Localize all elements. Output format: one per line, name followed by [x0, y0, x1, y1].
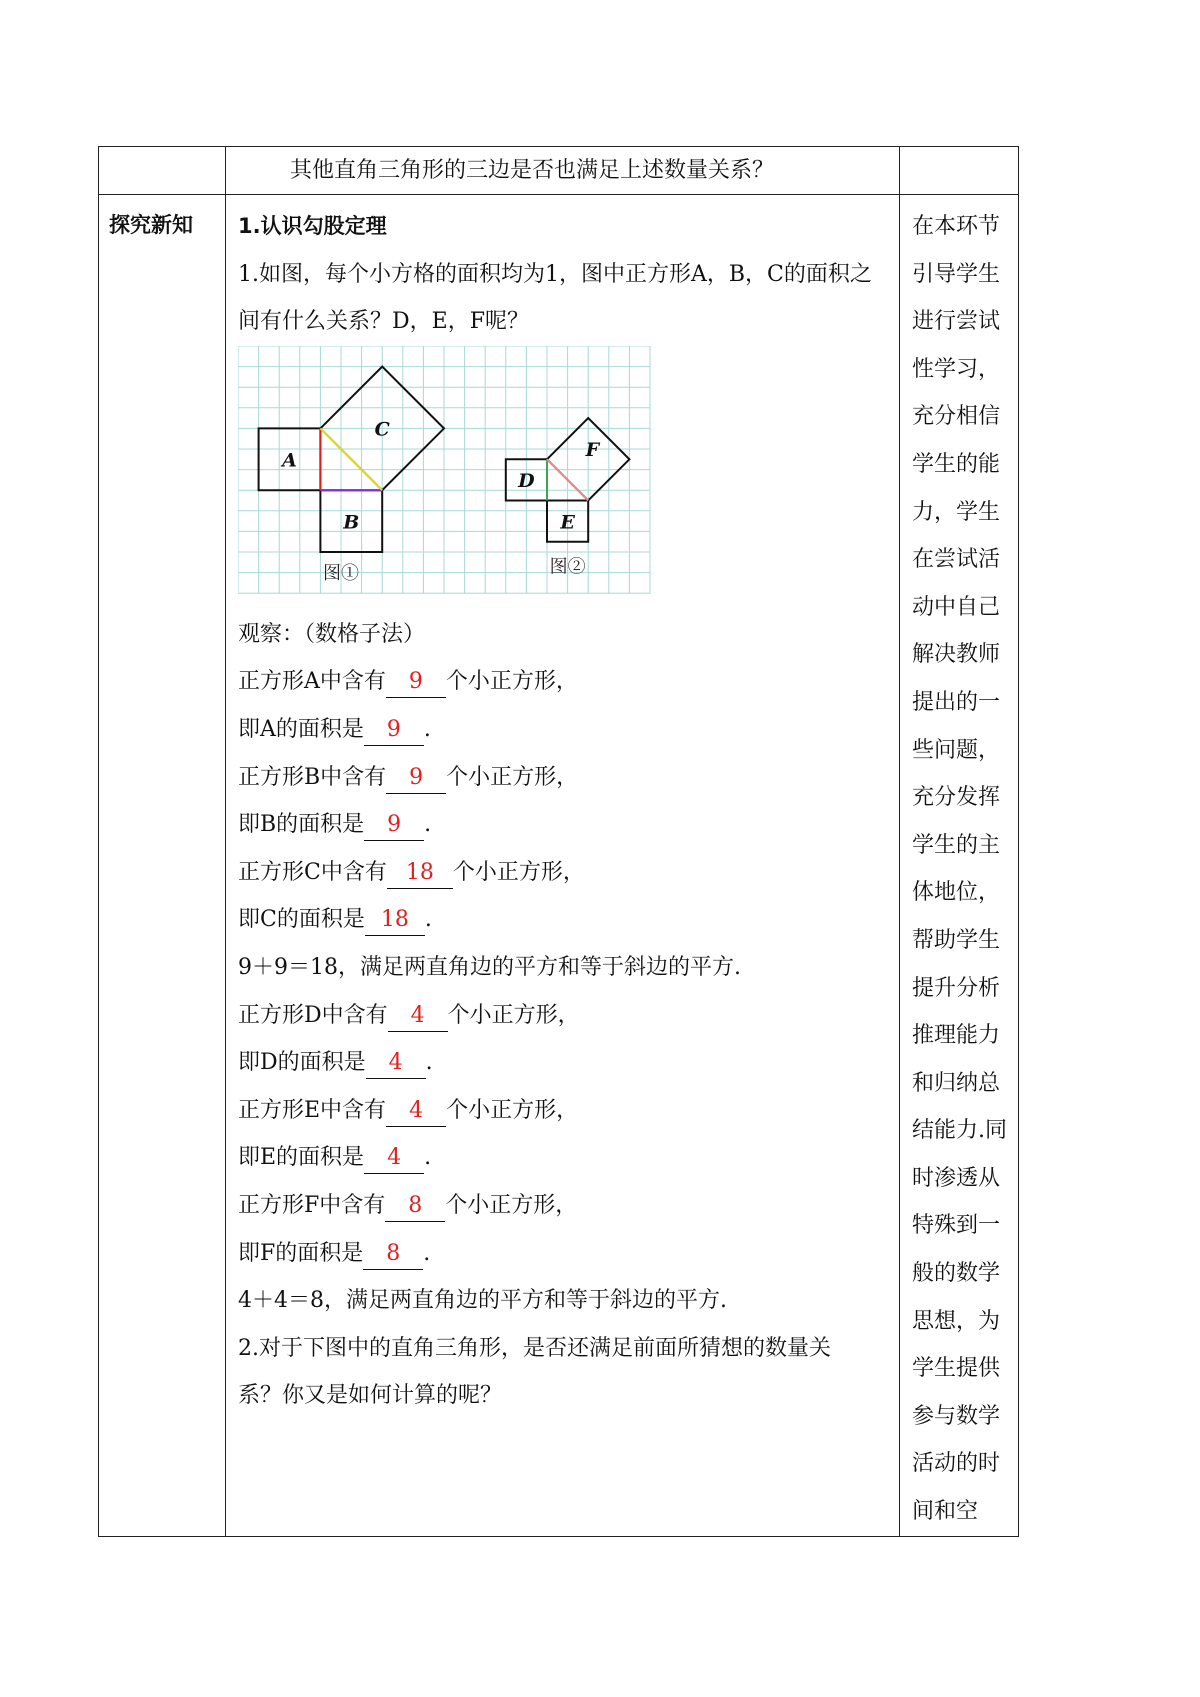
observation-line [238, 658, 899, 706]
question-1-line-2: 间有什么关系？D，E，F呢？ [238, 309, 529, 335]
grid-figure [238, 346, 899, 602]
content-heading: 1.认识勾股定理 [238, 214, 387, 238]
observation-text: . [423, 1240, 431, 1266]
observation-line [238, 706, 899, 754]
answer-blank: 4 [388, 1001, 448, 1032]
observation-line [238, 849, 899, 897]
observation-line [238, 992, 899, 1040]
observation-text: . [424, 1145, 432, 1171]
observation-text: 正方形E中含有 [238, 1097, 387, 1123]
observation-line [238, 896, 899, 944]
observation-text: 正方形F中含有 [238, 1192, 386, 1218]
label-b: B [343, 511, 360, 534]
observation-text: . [424, 907, 432, 933]
observation-text: 正方形B中含有 [238, 764, 387, 790]
section-cell [99, 195, 226, 1537]
observation-line [238, 754, 899, 802]
side-note-cell [900, 195, 1019, 1537]
answer-blank: 4 [366, 1048, 426, 1079]
figure-2-caption: 图② [549, 556, 586, 578]
section-label: 探究新知 [109, 213, 193, 237]
label-c: C [374, 418, 390, 441]
top-question: 其他直角三角形的三边是否也满足上述数量关系？ [290, 158, 775, 183]
observation-text: 即D的面积是 [238, 1050, 366, 1076]
answer-blank: 9 [364, 810, 424, 841]
observation-text: 个小正方形， [446, 1097, 579, 1123]
content-body [226, 195, 899, 1420]
question-2-line-2: 系？你又是如何计算的呢？ [238, 1383, 503, 1409]
observation-text: 即A的面积是 [238, 716, 364, 742]
figure-1-caption: 图① [323, 562, 359, 584]
conclusion-1: 9＋9＝18，满足两直角边的平方和等于斜边的平方. [238, 954, 741, 980]
label-f: F [585, 438, 600, 461]
answer-blank: 8 [385, 1191, 445, 1222]
conclusion-2: 4＋4＝8，满足两直角边的平方和等于斜边的平方. [238, 1288, 727, 1314]
answer-blank: 18 [365, 905, 425, 936]
empty-cell [99, 147, 226, 195]
observation-text: . [425, 1050, 433, 1076]
observation-text: . [423, 716, 431, 742]
observation-list-def [238, 992, 899, 1278]
answer-blank: 9 [386, 667, 446, 698]
observation-text: 个小正方形， [452, 859, 585, 885]
observation-text: 正方形A中含有 [238, 669, 386, 695]
answer-blank: 9 [364, 715, 424, 746]
table-row-main [99, 195, 1019, 1537]
observation-line [238, 1039, 899, 1087]
observation-text: 个小正方形， [445, 669, 578, 695]
question-2-line-1: 2.对于下图中的直角三角形，是否还满足前面所猜想的数量关 [238, 1335, 831, 1361]
observation-text: 即B的面积是 [238, 812, 365, 838]
answer-blank: 8 [363, 1239, 423, 1270]
observation-text: 即E的面积是 [238, 1145, 365, 1171]
observation-text: 正方形C中含有 [238, 859, 387, 885]
observation-text: . [424, 812, 432, 838]
label-d: D [518, 469, 535, 492]
answer-blank: 9 [386, 763, 446, 794]
label-e: E [560, 511, 575, 534]
empty-cell-right [900, 147, 1019, 195]
content-cell [226, 195, 900, 1537]
answer-blank: 4 [364, 1143, 424, 1174]
observation-text: 个小正方形， [446, 764, 579, 790]
observation-line [238, 801, 899, 849]
observation-text: 个小正方形， [445, 1192, 578, 1218]
observation-line [238, 1134, 899, 1182]
observation-text: 个小正方形， [447, 1002, 580, 1028]
observation-line [238, 1087, 899, 1135]
observe-line: 观察：（数格子法） [238, 621, 426, 647]
answer-blank: 4 [386, 1096, 446, 1127]
question-1-line-1: 1.如图，每个小方格的面积均为1，图中正方形A，B，C的面积之 [238, 261, 872, 287]
observation-text: 正方形D中含有 [238, 1002, 388, 1028]
table-row-top [99, 147, 1019, 195]
answer-blank: 18 [387, 858, 453, 889]
observation-text: 即F的面积是 [238, 1240, 364, 1266]
question-cell [226, 147, 900, 195]
label-a: A [282, 449, 297, 472]
lesson-table [98, 146, 1019, 1537]
observation-line [238, 1182, 899, 1230]
grid-figure-svg [238, 346, 658, 602]
side-note: 在本环节引导学生进行尝试性学习，充分相信学生的能力，学生在尝试活动中自己解决教师提出的一些问题，充分发挥学生的主体地位，帮助学生提升分析推理能力和归纳总结能力.同时渗透从特殊到一般的数学思想，为学生提供参与数学活动的时间和空 [912, 214, 1007, 1525]
observation-line [238, 1230, 899, 1278]
observation-list-abc [238, 658, 899, 944]
observation-text: 即C的面积是 [238, 907, 365, 933]
